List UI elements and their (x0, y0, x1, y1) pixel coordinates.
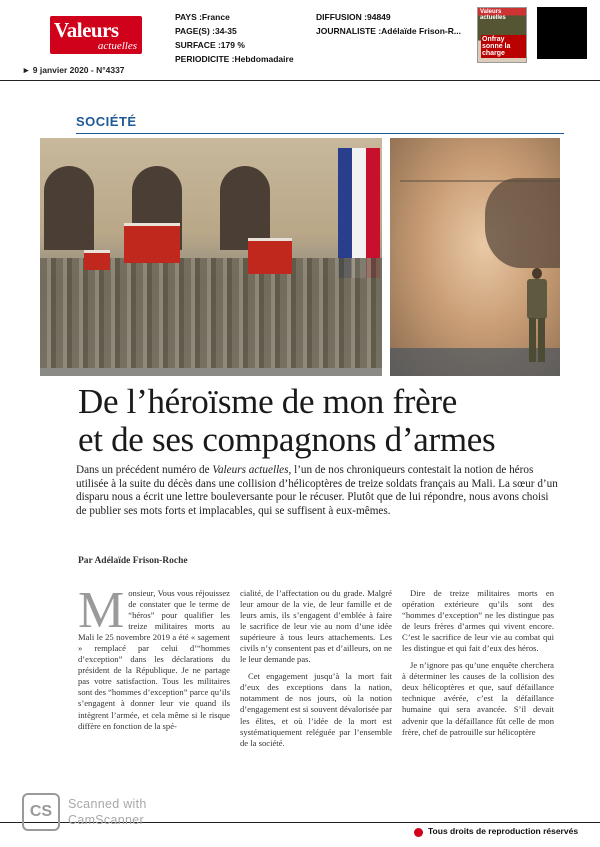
body-paragraph: onsieur, Vous vous réjouissez de constater que le terme de “héros” pour qualifier les treize militaires morts au Mali le 25 novembre 2019 a été « sagement » remplacé par celui d’“hommes d’exception” dans les déclarations du président de la République. Je ne partage pas votre satisfaction. Tous les militaires sont des “hommes d’exception” parce qu’ils s’engagent à donner leur vie quand ils intègrent l’armée, et cela même si le risque diffère en fonction de la spé- (78, 588, 231, 731)
thumbnail-title: Valeurs actuelles (480, 9, 506, 21)
body-column-3 (402, 588, 554, 744)
clipping-meta-right (316, 10, 461, 38)
meta-surface: SURFACE :179 % (175, 40, 245, 50)
helicopter-soldier-photo (390, 138, 560, 376)
article-byline: Par Adélaïde Frison-Roche (78, 556, 188, 566)
drop-cap: M (78, 582, 125, 639)
meta-diffusion: DIFFUSION :94849 (316, 12, 391, 22)
clipping-meta-left (175, 10, 294, 66)
watermark-line2: CamScanner (68, 813, 144, 827)
body-column-2 (240, 588, 392, 755)
standfirst-part2: , l’un de nos chroniqueurs contestait la notion de héros utilisée à la suite du décès dans une collision d’hélicoptères de treize soldats français au Mali. La sœur d’un disparu nous a écrit une lettre bouleversante pour le récuser. Plutôt que de lui répondre, nous avons choisi de publier ses mots forts et implacables, qui se suffisent à eux-mêmes. (76, 464, 558, 517)
body-paragraph: Cet engagement jusqu’à la mort fait d’eux des exceptions dans la nation, notamment de nos jours, où la notion d’engagement est si souvent dévalorisée par les élites, et où l’idée de la mort est systématiquement reléguée par l’ensemble de la société. (240, 671, 392, 748)
valeurs-actuelles-logo (50, 16, 142, 54)
article-headline (78, 383, 558, 459)
body-column-1 (78, 582, 231, 738)
body-paragraph: cialité, de l’affectation ou du grade. Malgré leur amour de la vie, de leur famille et de leurs amis, ils s’engagent d’emblée à faire le sacrifice de leur vie au nom d’une idée supérieure à tous leurs attachements. Les civils n’y consentent pas et d’ailleurs, on ne le leur demande pas. (240, 588, 392, 665)
camscanner-watermark (68, 796, 147, 828)
logo-line2: actuelles (97, 40, 137, 52)
standfirst-part1: Dans un précédent numéro de (76, 464, 213, 476)
headline-line1: De l’héroïsme de mon frère (78, 382, 457, 421)
section-rule (76, 133, 564, 134)
thumbnail-cover-line: Onfray sonne la charge (481, 35, 526, 58)
issue-date: ► 9 janvier 2020 - N°4337 (22, 65, 125, 75)
meta-pages: PAGE(S) :34-35 (175, 26, 237, 36)
funeral-ceremony-photo (40, 138, 382, 376)
body-paragraph: Dire de treize militaires morts en opération extérieure qu’ils sont des “hommes d’exception” ne les distingue pas de leurs frères d’armes qui vivent encore. C’est le sacrifice de leur vie au combat qui les distingue et qui fait d’eux des héros. (402, 588, 554, 654)
article-standfirst (76, 464, 560, 518)
body-paragraph: Je n’ignore pas qu’une enquête cherchera à déterminer les causes de la collision des deux hélicoptères et que, sauf défaillance technique avérée, c’est la défaillance humaine qui sera avancée. S’il devait advenir que la défaillance fût celle de mon frère, chef de patrouille sur hélicoptère (402, 660, 554, 737)
press-clipping-header (0, 0, 600, 84)
meta-journaliste: JOURNALISTE :Adélaïde Frison-R... (316, 26, 461, 36)
rights-dot-icon (414, 828, 423, 837)
headline-line2: et de ses compagnons d’armes (78, 420, 496, 459)
redaction-box (537, 7, 587, 59)
meta-pays: PAYS :France (175, 12, 230, 22)
section-label: SOCIÉTÉ (76, 114, 137, 129)
camscanner-logo-icon: CS (22, 793, 60, 831)
watermark-line1: Scanned with (68, 797, 147, 811)
magazine-cover-thumbnail (477, 7, 527, 63)
rights-notice: Tous droits de reproduction réservés (428, 826, 579, 836)
logo-line1: Valeurs (54, 18, 119, 42)
standfirst-magazine-name: Valeurs actuelles (212, 464, 289, 476)
meta-periodicite: PERIODICITE :Hebdomadaire (175, 54, 294, 64)
header-rule (0, 80, 600, 81)
